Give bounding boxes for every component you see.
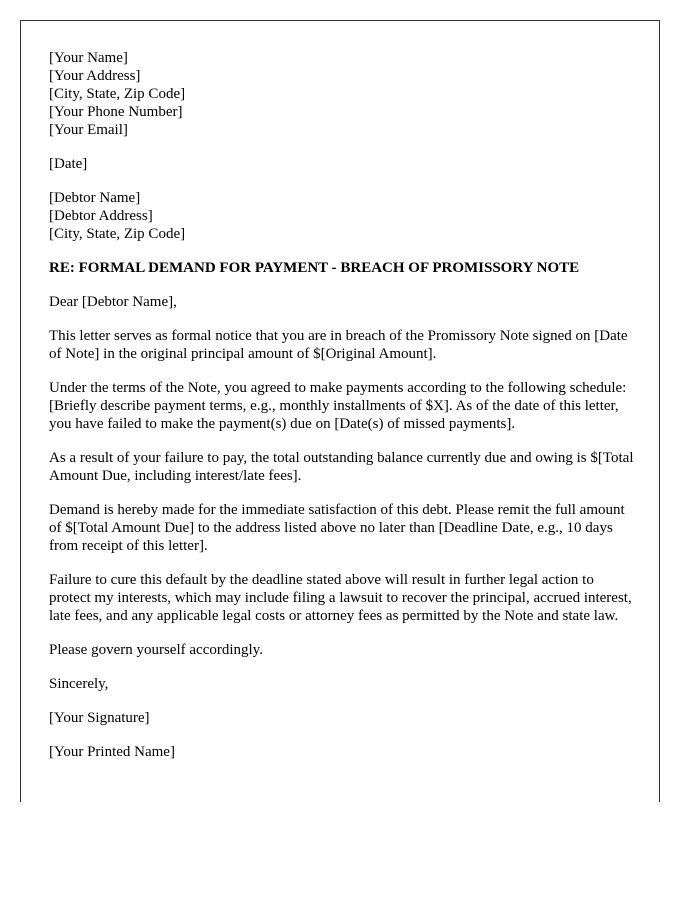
body-paragraph: Please govern yourself accordingly.	[49, 642, 263, 658]
recipient-address-block	[49, 189, 635, 243]
body-paragraph: Demand is hereby made for the immediate satisfaction of this debt. Please remit the full amount of $[Total Amount Due] to the address listed above no later than [Deadline Date, e.g., 10 days from receipt of this letter].	[49, 502, 625, 554]
body-paragraph: Under the terms of the Note, you agreed to make payments according to the following schedule: [Briefly describe payment terms, e.g., monthly installments of $X]. As of the date of this letter, you have failed to make the payment(s) due on [Date(s) of missed payments].	[49, 380, 627, 432]
subject-line: RE: FORMAL DEMAND FOR PAYMENT - BREACH OF PROMISSORY NOTE	[49, 260, 580, 276]
recipient-address: [Debtor Address]	[49, 208, 153, 224]
sender-address: [Your Address]	[49, 68, 141, 84]
letter-page	[20, 20, 660, 802]
printed-name: [Your Printed Name]	[49, 744, 175, 760]
sender-email: [Your Email]	[49, 122, 128, 138]
recipient-name: [Debtor Name]	[49, 190, 141, 206]
sender-name: [Your Name]	[49, 50, 128, 66]
recipient-city: [City, State, Zip Code]	[49, 226, 186, 242]
body-paragraph: As a result of your failure to pay, the total outstanding balance currently due and owing is $[Total Amount Due, including interest/late fees].	[49, 450, 634, 484]
signature: [Your Signature]	[49, 710, 150, 726]
salutation: Dear [Debtor Name],	[49, 294, 177, 310]
sender-city: [City, State, Zip Code]	[49, 86, 186, 102]
closing: Sincerely,	[49, 676, 109, 692]
body-paragraph: This letter serves as formal notice that you are in breach of the Promissory Note signed on [Date of Note] in the original principal amount of $[Original Amount].	[49, 328, 628, 362]
sender-address-block	[49, 49, 635, 139]
body-paragraph: Failure to cure this default by the deadline stated above will result in further legal action to protect my interests, which may include filing a lawsuit to recover the principal, accrued interest, late fees, and any applicable legal costs or attorney fees as permitted by the Note and state law.	[49, 572, 632, 624]
letter-date: [Date]	[49, 156, 88, 172]
sender-phone: [Your Phone Number]	[49, 104, 183, 120]
